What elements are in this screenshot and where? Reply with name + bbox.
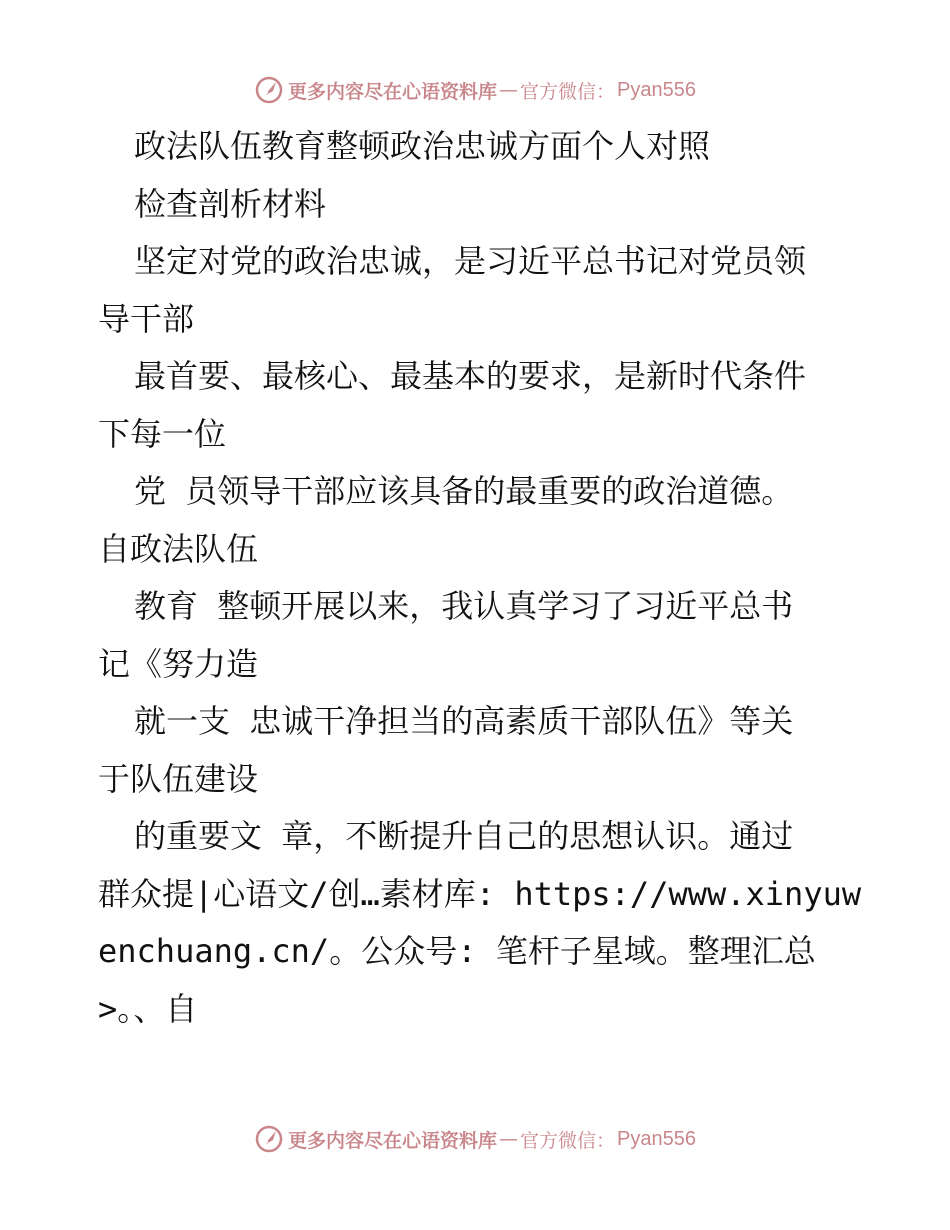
body-line: 导干部 [98,299,195,338]
body-line: 的重要文 章，不断提升自己的思想认识。通过 [134,817,794,855]
body-line: 记《努力造 [98,644,259,683]
header-banner-separator: — [499,79,519,101]
body-line: 最首要、最核心、最基本的要求，是新时代条件 [134,357,807,395]
feather-quill-logo-icon [254,75,284,105]
footer-banner-label: 官方微信： [520,1129,616,1152]
document-body [98,118,862,1038]
body-line: 群众提|心语文/创…素材库: https://www.xinyuw [98,874,862,913]
footer-wechat-id: Pyan556 [617,1127,696,1150]
footer-banner-separator: — [499,1128,519,1150]
footer-banner-text: 更多内容尽在心语资料库 [288,1129,498,1152]
title-line: 政法队伍教育整顿政治忠诚方面个人对照 [134,127,711,165]
body-line: 就一支 忠诚干净担当的高素质干部队伍》等关 [134,702,794,740]
body-line: enchuang.cn/。公众号: 笔杆子星域。整理汇总 [98,932,816,970]
body-line: 自政法队伍 [98,529,259,568]
body-line: 于队伍建设 [98,759,259,798]
body-line: 教育 整顿开展以来，我认真学习了习近平总书 [134,587,794,625]
header-wechat-id: Pyan556 [617,78,696,101]
header-banner-text: 更多内容尽在心语资料库 [288,80,498,103]
header-banner [0,72,950,108]
footer-banner [0,1121,950,1157]
feather-quill-logo-icon [254,1124,284,1154]
header-banner-label: 官方微信： [520,80,616,103]
body-line: >。、自 [98,989,198,1028]
body-line: 坚定对党的政治忠诚，是习近平总书记对党员领 [134,242,807,280]
title-line: 检查剖析材料 [134,184,327,223]
body-line: 下每一位 [98,414,227,453]
body-line: 党 员领导干部应该具备的最重要的政治道德。 [134,472,794,510]
